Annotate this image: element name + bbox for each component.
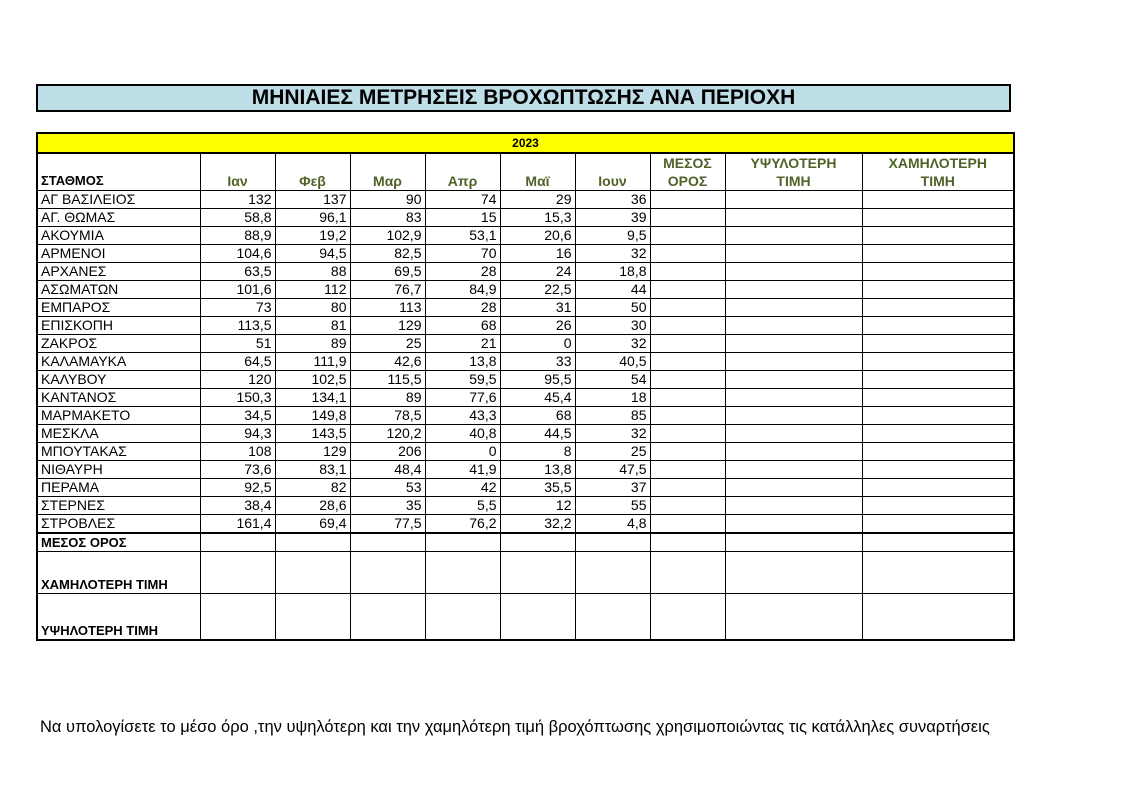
min-cell[interactable] <box>862 245 1014 263</box>
max-row-cell[interactable] <box>350 594 425 641</box>
value-cell[interactable]: 76,7 <box>350 281 425 299</box>
value-cell[interactable]: 113 <box>350 299 425 317</box>
min-header-line: ΧΑΜΗΛΟΤΕΡΗ <box>888 155 987 171</box>
min-cell[interactable] <box>862 191 1014 209</box>
min-row <box>37 552 1014 594</box>
month-header[interactable]: Μαρ <box>350 153 425 191</box>
value-cell[interactable]: 73 <box>200 299 275 317</box>
value-cell[interactable]: 59,5 <box>425 371 500 389</box>
min-row-cell[interactable] <box>275 552 350 594</box>
value-cell[interactable]: 51 <box>200 335 275 353</box>
value-cell[interactable]: 33 <box>500 353 575 371</box>
min-cell[interactable] <box>862 353 1014 371</box>
station-cell[interactable]: ΑΓ ΒΑΣΙΛΕΙΟΣ <box>37 191 200 209</box>
table-row <box>37 479 1014 497</box>
min-row-cell[interactable] <box>725 552 862 594</box>
max-cell[interactable] <box>725 425 862 443</box>
column-headers <box>37 153 1014 191</box>
table-row <box>37 515 1014 534</box>
max-row-cell[interactable] <box>425 594 500 641</box>
value-cell[interactable]: 5,5 <box>425 497 500 515</box>
min-cell[interactable] <box>862 317 1014 335</box>
value-cell[interactable]: 101,6 <box>200 281 275 299</box>
value-cell[interactable]: 32,2 <box>500 515 575 534</box>
max-cell[interactable] <box>725 227 862 245</box>
value-cell[interactable]: 161,4 <box>200 515 275 534</box>
mean-header[interactable] <box>650 153 725 191</box>
value-cell[interactable]: 25 <box>575 443 650 461</box>
mean-row-cell[interactable] <box>862 533 1014 552</box>
max-cell[interactable] <box>725 191 862 209</box>
value-cell[interactable]: 28 <box>425 299 500 317</box>
value-cell[interactable]: 29 <box>500 191 575 209</box>
month-header[interactable]: Απρ <box>425 153 500 191</box>
value-cell[interactable]: 28 <box>425 263 500 281</box>
page-title: ΜΗΝΙΑΙΕΣ ΜΕΤΡΗΣΕΙΣ ΒΡΟΧΩΠΤΩΣΗΣ ΑΝΑ ΠΕΡΙΟΧΗ <box>36 84 1011 112</box>
table-row <box>37 227 1014 245</box>
max-cell[interactable] <box>725 407 862 425</box>
mean-cell[interactable] <box>650 461 725 479</box>
mean-row-cell[interactable] <box>425 533 500 552</box>
max-row-label[interactable]: ΥΨΗΛΟΤΕΡΗ ΤΙΜΗ <box>37 594 200 641</box>
value-cell[interactable]: 32 <box>575 425 650 443</box>
value-cell[interactable]: 43,3 <box>425 407 500 425</box>
value-cell[interactable]: 0 <box>425 443 500 461</box>
year-header[interactable]: 2023 <box>37 133 1014 153</box>
value-cell[interactable]: 35 <box>350 497 425 515</box>
value-cell[interactable]: 32 <box>575 335 650 353</box>
value-cell[interactable]: 74 <box>425 191 500 209</box>
table-row <box>37 317 1014 335</box>
value-cell[interactable]: 22,5 <box>500 281 575 299</box>
value-cell[interactable]: 102,9 <box>350 227 425 245</box>
min-row-cell[interactable] <box>200 552 275 594</box>
value-cell[interactable]: 120 <box>200 371 275 389</box>
min-row-label[interactable]: ΧΑΜΗΛΟΤΕΡΗ ΤΙΜΗ <box>37 552 200 594</box>
value-cell[interactable]: 48,4 <box>350 461 425 479</box>
value-cell[interactable]: 9,5 <box>575 227 650 245</box>
min-row-cell[interactable] <box>650 552 725 594</box>
value-cell[interactable]: 50 <box>575 299 650 317</box>
value-cell[interactable]: 112 <box>275 281 350 299</box>
value-cell[interactable]: 63,5 <box>200 263 275 281</box>
station-cell[interactable]: ΑΡΜΕΝΟΙ <box>37 245 200 263</box>
mean-row-cell[interactable] <box>275 533 350 552</box>
max-cell[interactable] <box>725 497 862 515</box>
min-cell[interactable] <box>862 389 1014 407</box>
max-cell[interactable] <box>725 353 862 371</box>
value-cell[interactable]: 40,5 <box>575 353 650 371</box>
value-cell[interactable]: 77,5 <box>350 515 425 534</box>
station-cell[interactable]: ΕΜΠΑΡΟΣ <box>37 299 200 317</box>
value-cell[interactable]: 35,5 <box>500 479 575 497</box>
value-cell[interactable]: 70 <box>425 245 500 263</box>
min-cell[interactable] <box>862 497 1014 515</box>
value-cell[interactable]: 137 <box>275 191 350 209</box>
max-row-cell[interactable] <box>500 594 575 641</box>
max-cell[interactable] <box>725 515 862 534</box>
mean-cell[interactable] <box>650 515 725 534</box>
mean-header-line: ΟΡΟΣ <box>667 173 708 189</box>
min-header[interactable] <box>862 153 1014 191</box>
value-cell[interactable]: 83,1 <box>275 461 350 479</box>
min-cell[interactable] <box>862 227 1014 245</box>
value-cell[interactable]: 42 <box>425 479 500 497</box>
value-cell[interactable]: 32 <box>575 245 650 263</box>
value-cell[interactable]: 69,4 <box>275 515 350 534</box>
min-cell[interactable] <box>862 461 1014 479</box>
month-header[interactable]: Ιουν <box>575 153 650 191</box>
value-cell[interactable]: 83 <box>350 209 425 227</box>
value-cell[interactable]: 41,9 <box>425 461 500 479</box>
value-cell[interactable]: 38,4 <box>200 497 275 515</box>
station-cell[interactable]: ΑΓ. ΘΩΜΑΣ <box>37 209 200 227</box>
value-cell[interactable]: 15,3 <box>500 209 575 227</box>
max-cell[interactable] <box>725 317 862 335</box>
value-cell[interactable]: 206 <box>350 443 425 461</box>
value-cell[interactable]: 120,2 <box>350 425 425 443</box>
table-row <box>37 263 1014 281</box>
value-cell[interactable]: 34,5 <box>200 407 275 425</box>
value-cell[interactable]: 24 <box>500 263 575 281</box>
min-cell[interactable] <box>862 371 1014 389</box>
max-cell[interactable] <box>725 443 862 461</box>
mean-cell[interactable] <box>650 443 725 461</box>
max-row-cell[interactable] <box>275 594 350 641</box>
mean-header-line: ΜΕΣΟΣ <box>663 155 712 171</box>
station-cell[interactable]: ΚΑΝΤΑΝΟΣ <box>37 389 200 407</box>
value-cell[interactable]: 90 <box>350 191 425 209</box>
mean-cell[interactable] <box>650 263 725 281</box>
max-row-cell[interactable] <box>650 594 725 641</box>
max-header-line: ΥΨΥΛΟΤΕΡΗ <box>750 155 837 171</box>
value-cell[interactable]: 54 <box>575 371 650 389</box>
value-cell[interactable]: 88 <box>275 263 350 281</box>
value-cell[interactable]: 113,5 <box>200 317 275 335</box>
month-header[interactable]: Φεβ <box>275 153 350 191</box>
min-row-cell[interactable] <box>500 552 575 594</box>
min-row-cell[interactable] <box>350 552 425 594</box>
station-cell[interactable]: ΣΤΡΟΒΛΕΣ <box>37 515 200 534</box>
max-cell[interactable] <box>725 245 862 263</box>
value-cell[interactable]: 8 <box>500 443 575 461</box>
value-cell[interactable]: 0 <box>500 335 575 353</box>
max-cell[interactable] <box>725 263 862 281</box>
station-cell[interactable]: ΣΤΕΡΝΕΣ <box>37 497 200 515</box>
max-row-cell[interactable] <box>862 594 1014 641</box>
mean-cell[interactable] <box>650 389 725 407</box>
station-cell[interactable]: ΑΡΧΑΝΕΣ <box>37 263 200 281</box>
value-cell[interactable]: 44 <box>575 281 650 299</box>
value-cell[interactable]: 31 <box>500 299 575 317</box>
value-cell[interactable]: 76,2 <box>425 515 500 534</box>
station-cell[interactable]: ΜΕΣΚΛΑ <box>37 425 200 443</box>
value-cell[interactable]: 84,9 <box>425 281 500 299</box>
value-cell[interactable]: 149,8 <box>275 407 350 425</box>
max-cell[interactable] <box>725 281 862 299</box>
max-header-line: ΤΙΜΗ <box>776 173 811 189</box>
max-row <box>37 594 1014 641</box>
mean-row-cell[interactable] <box>725 533 862 552</box>
max-cell[interactable] <box>725 371 862 389</box>
value-cell[interactable]: 18 <box>575 389 650 407</box>
value-cell[interactable]: 111,9 <box>275 353 350 371</box>
value-cell[interactable]: 82,5 <box>350 245 425 263</box>
value-cell[interactable]: 45,4 <box>500 389 575 407</box>
mean-cell[interactable] <box>650 227 725 245</box>
station-cell[interactable]: ΜΑΡΜΑΚΕΤΟ <box>37 407 200 425</box>
mean-cell[interactable] <box>650 425 725 443</box>
value-cell[interactable]: 94,3 <box>200 425 275 443</box>
value-cell[interactable]: 69,5 <box>350 263 425 281</box>
mean-row-cell[interactable] <box>200 533 275 552</box>
value-cell[interactable]: 21 <box>425 335 500 353</box>
value-cell[interactable]: 4,8 <box>575 515 650 534</box>
value-cell[interactable]: 73,6 <box>200 461 275 479</box>
mean-cell[interactable] <box>650 497 725 515</box>
table-row <box>37 371 1014 389</box>
table-row <box>37 335 1014 353</box>
mean-row-cell[interactable] <box>650 533 725 552</box>
station-cell[interactable]: ΖΑΚΡΟΣ <box>37 335 200 353</box>
value-cell[interactable]: 92,5 <box>200 479 275 497</box>
station-cell[interactable]: ΚΑΛΑΜΑΥΚΑ <box>37 353 200 371</box>
value-cell[interactable]: 44,5 <box>500 425 575 443</box>
value-cell[interactable]: 77,6 <box>425 389 500 407</box>
value-cell[interactable]: 104,6 <box>200 245 275 263</box>
max-cell[interactable] <box>725 479 862 497</box>
value-cell[interactable]: 37 <box>575 479 650 497</box>
max-cell[interactable] <box>725 335 862 353</box>
table-row <box>37 353 1014 371</box>
value-cell[interactable]: 16 <box>500 245 575 263</box>
value-cell[interactable]: 19,2 <box>275 227 350 245</box>
max-row-cell[interactable] <box>200 594 275 641</box>
value-cell[interactable]: 68 <box>500 407 575 425</box>
min-cell[interactable] <box>862 443 1014 461</box>
value-cell[interactable]: 129 <box>350 317 425 335</box>
mean-cell[interactable] <box>650 479 725 497</box>
mean-cell[interactable] <box>650 299 725 317</box>
value-cell[interactable]: 15 <box>425 209 500 227</box>
min-cell[interactable] <box>862 335 1014 353</box>
value-cell[interactable]: 36 <box>575 191 650 209</box>
min-header-line: ΤΙΜΗ <box>920 173 955 189</box>
mean-cell[interactable] <box>650 335 725 353</box>
value-cell[interactable]: 68 <box>425 317 500 335</box>
month-header[interactable]: Ιαν <box>200 153 275 191</box>
table-row <box>37 425 1014 443</box>
max-cell[interactable] <box>725 389 862 407</box>
value-cell[interactable]: 150,3 <box>200 389 275 407</box>
min-row-cell[interactable] <box>425 552 500 594</box>
station-cell[interactable]: ΝΙΘΑΥΡΗ <box>37 461 200 479</box>
station-cell[interactable]: ΠΕΡΑΜΑ <box>37 479 200 497</box>
station-header[interactable]: ΣΤΑΘΜΟΣ <box>37 153 200 191</box>
mean-cell[interactable] <box>650 281 725 299</box>
value-cell[interactable]: 42,6 <box>350 353 425 371</box>
value-cell[interactable]: 20,6 <box>500 227 575 245</box>
mean-row-label[interactable]: ΜΕΣΟΣ ΟΡΟΣ <box>37 533 200 552</box>
value-cell[interactable]: 108 <box>200 443 275 461</box>
table-row <box>37 245 1014 263</box>
value-cell[interactable]: 26 <box>500 317 575 335</box>
station-cell[interactable]: ΕΠΙΣΚΟΠΗ <box>37 317 200 335</box>
value-cell[interactable]: 82 <box>275 479 350 497</box>
value-cell[interactable]: 89 <box>350 389 425 407</box>
station-cell[interactable]: ΚΑΛΥΒΟΥ <box>37 371 200 389</box>
value-cell[interactable]: 85 <box>575 407 650 425</box>
value-cell[interactable]: 58,8 <box>200 209 275 227</box>
min-cell[interactable] <box>862 425 1014 443</box>
instruction-text: Να υπολογίσετε το μέσο όρο ,την υψηλότερη και την χαμηλότερη τιμή βροχόπτωσης χρησιμοποιώντας τις κατάλληλες συναρτήσεις <box>40 718 990 736</box>
min-cell[interactable] <box>862 263 1014 281</box>
value-cell[interactable]: 28,6 <box>275 497 350 515</box>
table-row <box>37 209 1014 227</box>
value-cell[interactable]: 53 <box>350 479 425 497</box>
table-row <box>37 191 1014 209</box>
value-cell[interactable]: 18,8 <box>575 263 650 281</box>
value-cell[interactable]: 30 <box>575 317 650 335</box>
value-cell[interactable]: 39 <box>575 209 650 227</box>
value-cell[interactable]: 53,1 <box>425 227 500 245</box>
value-cell[interactable]: 55 <box>575 497 650 515</box>
table-row <box>37 443 1014 461</box>
table-row <box>37 461 1014 479</box>
station-cell[interactable]: ΑΚΟΥΜΙΑ <box>37 227 200 245</box>
station-cell[interactable]: ΑΣΩΜΑΤΩΝ <box>37 281 200 299</box>
value-cell[interactable]: 129 <box>275 443 350 461</box>
mean-cell[interactable] <box>650 407 725 425</box>
max-cell[interactable] <box>725 461 862 479</box>
month-header[interactable]: Μαϊ <box>500 153 575 191</box>
min-cell[interactable] <box>862 407 1014 425</box>
max-cell[interactable] <box>725 209 862 227</box>
value-cell[interactable]: 13,8 <box>500 461 575 479</box>
value-cell[interactable]: 80 <box>275 299 350 317</box>
max-cell[interactable] <box>725 299 862 317</box>
value-cell[interactable]: 81 <box>275 317 350 335</box>
value-cell[interactable]: 96,1 <box>275 209 350 227</box>
mean-cell[interactable] <box>650 371 725 389</box>
value-cell[interactable]: 102,5 <box>275 371 350 389</box>
value-cell[interactable]: 25 <box>350 335 425 353</box>
min-row-cell[interactable] <box>862 552 1014 594</box>
table-row <box>37 389 1014 407</box>
value-cell[interactable]: 143,5 <box>275 425 350 443</box>
max-row-cell[interactable] <box>725 594 862 641</box>
min-cell[interactable] <box>862 281 1014 299</box>
mean-row-cell[interactable] <box>575 533 650 552</box>
value-cell[interactable]: 89 <box>275 335 350 353</box>
mean-row-cell[interactable] <box>500 533 575 552</box>
mean-cell[interactable] <box>650 209 725 227</box>
mean-cell[interactable] <box>650 191 725 209</box>
mean-cell[interactable] <box>650 353 725 371</box>
mean-row <box>37 533 1014 552</box>
table-row <box>37 299 1014 317</box>
table-row <box>37 407 1014 425</box>
value-cell[interactable]: 134,1 <box>275 389 350 407</box>
value-cell[interactable]: 12 <box>500 497 575 515</box>
min-cell[interactable] <box>862 299 1014 317</box>
value-cell[interactable]: 64,5 <box>200 353 275 371</box>
value-cell[interactable]: 115,5 <box>350 371 425 389</box>
station-cell[interactable]: ΜΠΟΥΤΑΚΑΣ <box>37 443 200 461</box>
min-cell[interactable] <box>862 515 1014 534</box>
value-cell[interactable]: 47,5 <box>575 461 650 479</box>
rainfall-table <box>36 132 1015 641</box>
min-cell[interactable] <box>862 209 1014 227</box>
mean-cell[interactable] <box>650 245 725 263</box>
table-row <box>37 497 1014 515</box>
value-cell[interactable]: 40,8 <box>425 425 500 443</box>
value-cell[interactable]: 95,5 <box>500 371 575 389</box>
value-cell[interactable]: 88,9 <box>200 227 275 245</box>
value-cell[interactable]: 94,5 <box>275 245 350 263</box>
table-row <box>37 281 1014 299</box>
min-cell[interactable] <box>862 479 1014 497</box>
min-row-cell[interactable] <box>575 552 650 594</box>
value-cell[interactable]: 78,5 <box>350 407 425 425</box>
max-header[interactable] <box>725 153 862 191</box>
value-cell[interactable]: 132 <box>200 191 275 209</box>
value-cell[interactable]: 13,8 <box>425 353 500 371</box>
mean-cell[interactable] <box>650 317 725 335</box>
mean-row-cell[interactable] <box>350 533 425 552</box>
max-row-cell[interactable] <box>575 594 650 641</box>
